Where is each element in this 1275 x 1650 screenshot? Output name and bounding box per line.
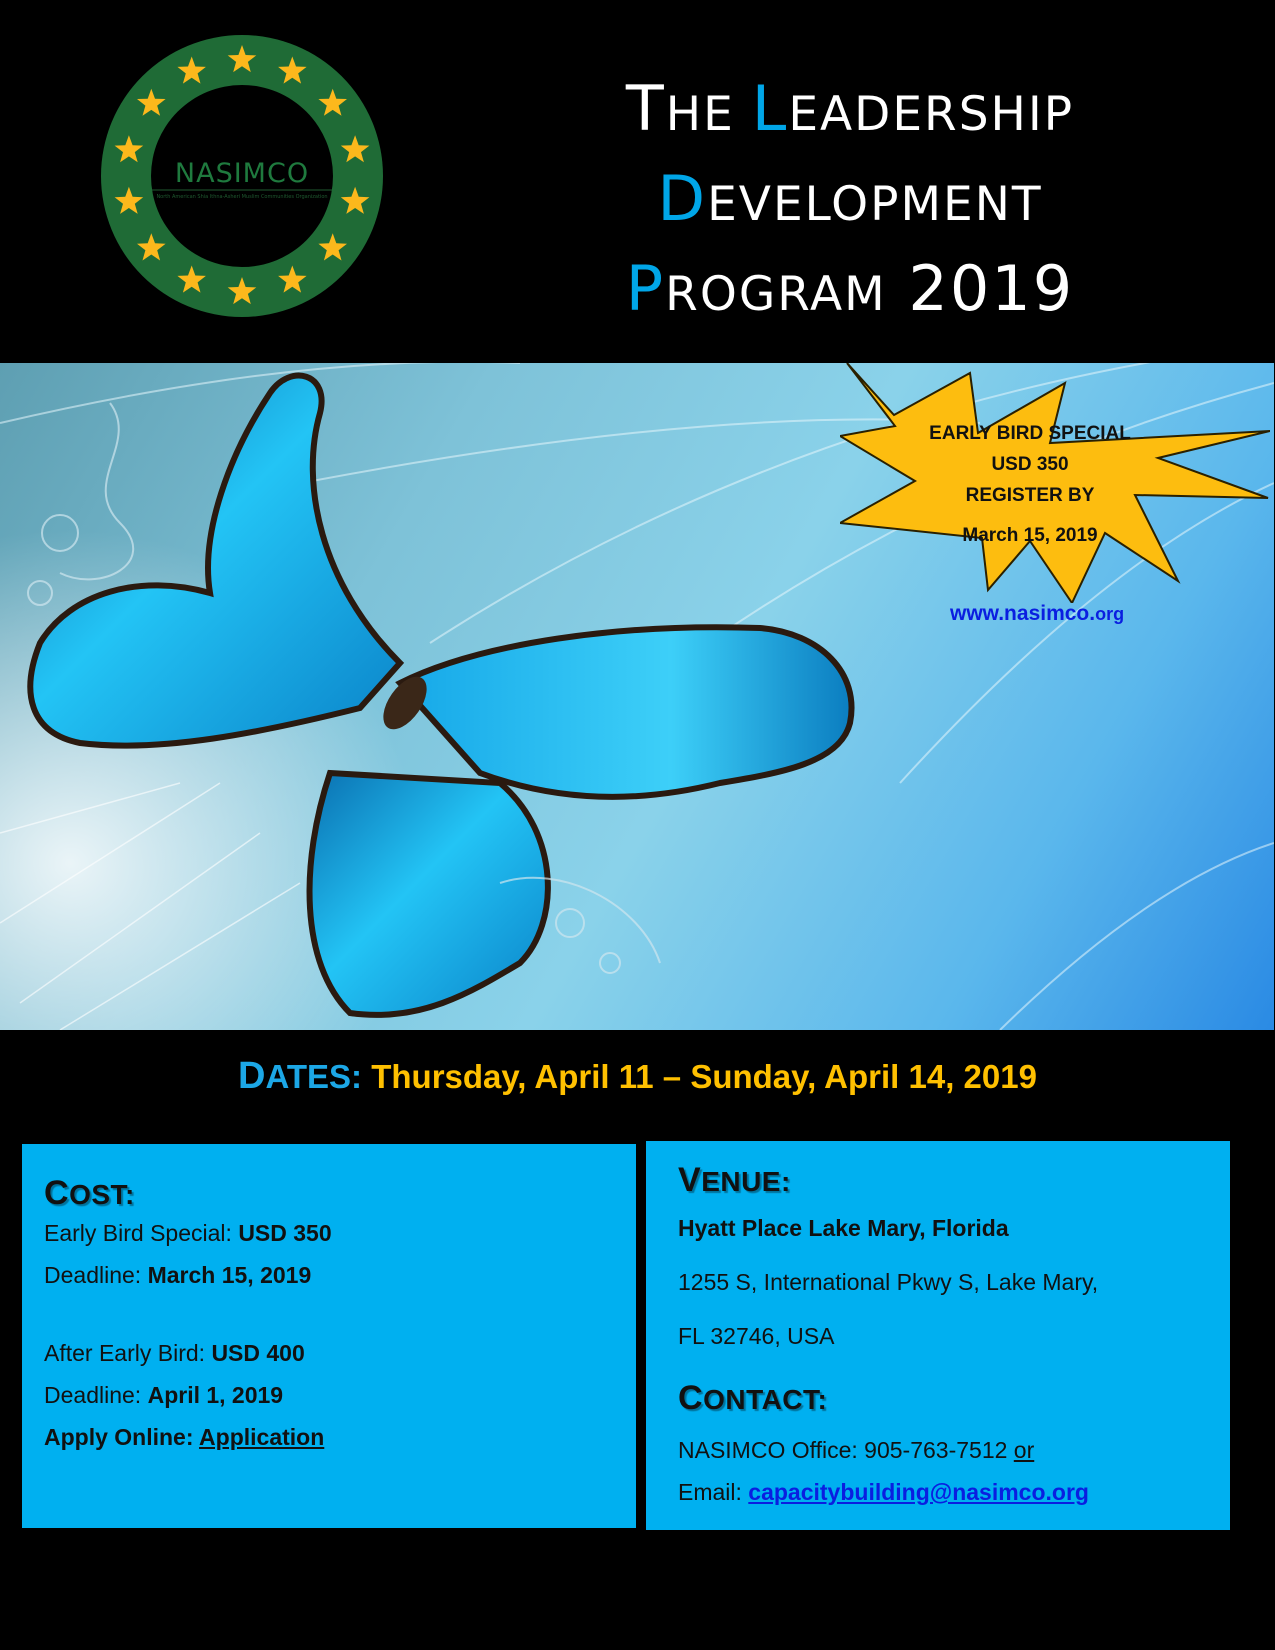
early-bird-text <box>900 418 1160 551</box>
apply-online-row: Apply Online: Application <box>44 1424 325 1450</box>
nasimco-logo <box>100 34 384 318</box>
website-link[interactable]: www.nasimco.org <box>950 602 1125 625</box>
venue-name: Hyatt Place Lake Mary, Florida <box>678 1215 1009 1241</box>
venue-address-line-2: FL 32746, USA <box>678 1323 835 1349</box>
logo-tagline: North American Shia Ithna-Asheri Muslim Communities Organization <box>156 194 328 200</box>
title-line-2: DEVELOPMENT <box>657 162 1043 235</box>
burst-line-2: USD 350 <box>991 454 1069 475</box>
email-link[interactable]: capacitybuilding@nasimco.org <box>748 1479 1089 1505</box>
dates-label: DATES: <box>238 1055 363 1097</box>
venue-contact-box <box>646 1141 1230 1530</box>
title-line-1: THE LEADERSHIP <box>625 72 1075 145</box>
venue-heading: VENUE: <box>678 1161 791 1199</box>
logo-wordmark: NASIMCO <box>174 158 310 189</box>
dates-value: Thursday, April 11 – Sunday, April 14, 2019 <box>362 1058 1037 1095</box>
burst-line-4: March 15, 2019 <box>962 525 1098 546</box>
contact-heading: CONTACT: <box>678 1379 828 1417</box>
cost-box <box>22 1144 636 1528</box>
after-early-bird-deadline-row: Deadline: April 1, 2019 <box>44 1382 284 1408</box>
contact-email-row: Email: capacitybuilding@nasimco.org <box>678 1479 1089 1505</box>
cost-heading: COST: <box>44 1174 135 1212</box>
after-early-bird-price-row: After Early Bird: USD 400 <box>44 1340 305 1366</box>
logo-ring-icon <box>100 34 384 318</box>
burst-line-1: EARLY BIRD SPECIAL <box>929 423 1131 444</box>
early-bird-deadline-row: Deadline: March 15, 2019 <box>44 1262 312 1288</box>
venue-address-line-1: 1255 S, International Pkwy S, Lake Mary, <box>678 1269 1099 1295</box>
early-bird-price-row: Early Bird Special: USD 350 <box>44 1220 332 1246</box>
burst-line-3: REGISTER BY <box>965 485 1095 506</box>
title-line-3: PROGRAM 2019 <box>625 252 1075 325</box>
page-title <box>560 64 1140 334</box>
or-link[interactable]: or <box>1013 1437 1035 1463</box>
application-link[interactable]: Application <box>199 1424 325 1450</box>
contact-phone-row: NASIMCO Office: 905-763-7512 or <box>678 1437 1035 1463</box>
event-dates <box>0 1055 1275 1098</box>
